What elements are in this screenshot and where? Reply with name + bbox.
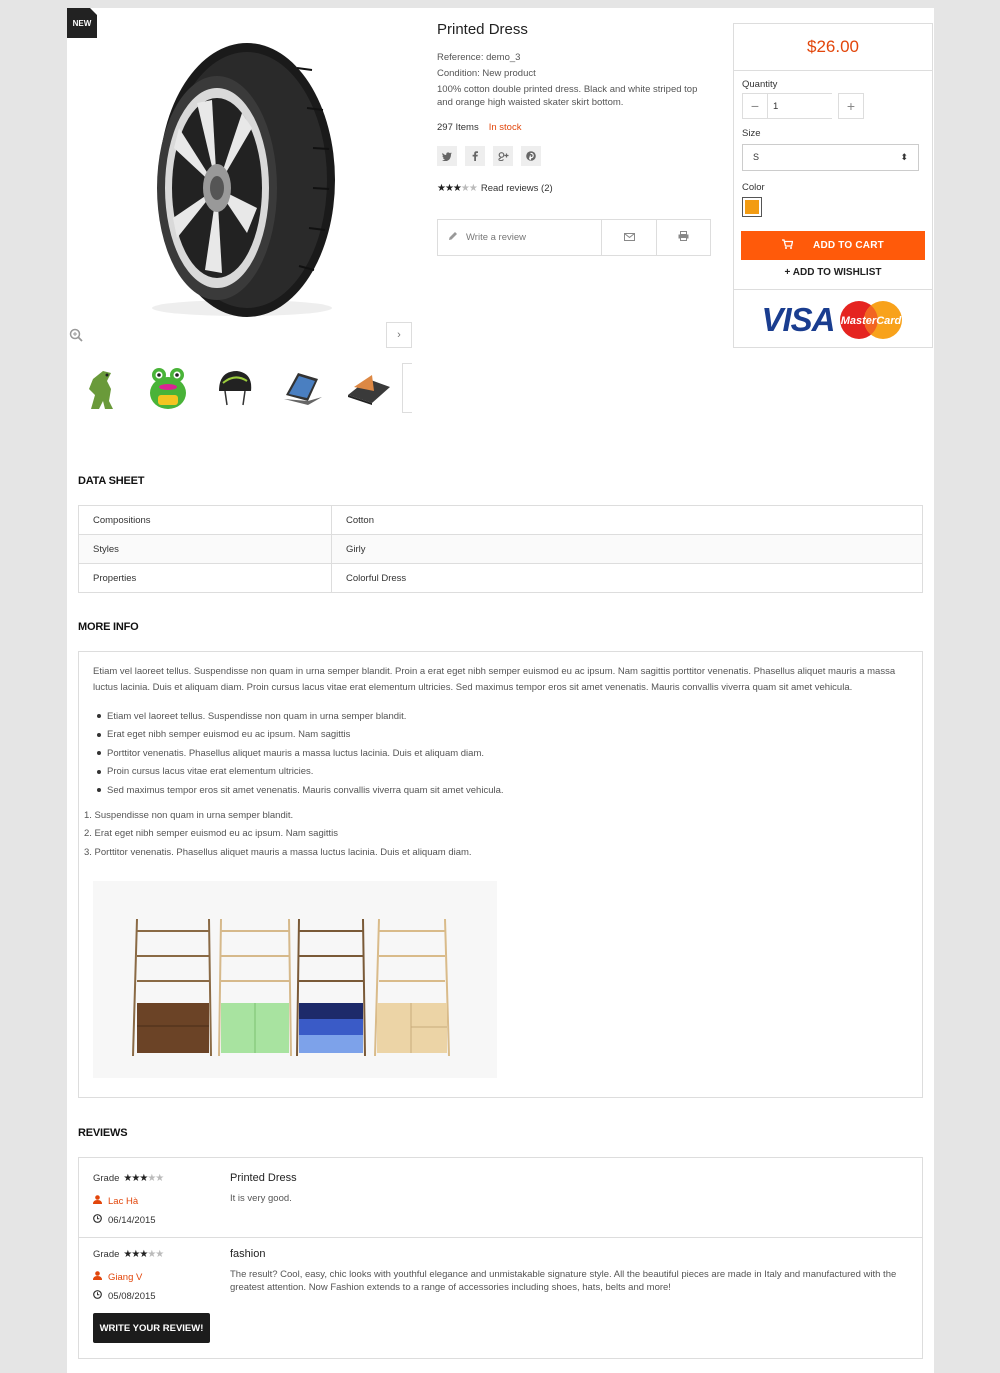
buy-box — [733, 23, 933, 348]
stock-line — [437, 122, 521, 133]
thumbnail-frog-backpack[interactable] — [134, 358, 201, 418]
social-share — [437, 146, 541, 166]
pencil-icon — [448, 231, 458, 244]
visa-logo: VISA — [761, 300, 835, 338]
product-condition: Condition: New product — [437, 68, 536, 79]
user-icon — [93, 1271, 102, 1283]
printer-icon — [678, 231, 689, 244]
data-sheet-key: Compositions — [79, 506, 332, 535]
review-title: fashion — [230, 1248, 266, 1260]
plus-icon: + — [846, 98, 856, 114]
size-label: Size — [742, 128, 761, 139]
select-arrows-icon: ⬍ — [900, 152, 908, 162]
thumbnail-strip — [67, 358, 412, 418]
author-name: Giang V — [108, 1271, 143, 1283]
items-count: 297 Items — [437, 122, 479, 133]
data-sheet-value: Colorful Dress — [332, 564, 923, 593]
list-item: Sed maximus tempor eros sit amet venenatis. Mauris convallis viverra quam sit amet vehicula. — [97, 781, 504, 800]
facebook-icon[interactable] — [465, 146, 485, 166]
product-price: $26.00 — [734, 24, 932, 71]
email-button[interactable] — [602, 220, 656, 255]
author-name: Lac Hà — [108, 1195, 139, 1207]
review-author — [93, 1195, 138, 1207]
rating-stars: ★★★★★ — [437, 183, 477, 194]
list-item: Proin cursus lacus vitae erat elementum ultricies. — [97, 763, 504, 782]
chevron-right-icon: › — [397, 329, 401, 341]
data-sheet-table — [78, 505, 923, 593]
list-item: Erat eget nibh semper euismod eu ac ipsum. Nam sagittis — [97, 726, 504, 745]
product-page — [67, 8, 934, 1373]
google-plus-icon[interactable] — [493, 146, 513, 166]
size-value: S — [753, 152, 760, 162]
product-title: Printed Dress — [437, 21, 528, 38]
user-icon — [93, 1195, 102, 1207]
thumbnail-partial[interactable] — [402, 363, 412, 413]
add-to-cart-label: ADD TO CART — [813, 240, 884, 251]
stock-status: In stock — [488, 122, 522, 133]
date-text: 05/08/2015 — [108, 1290, 156, 1302]
grade-label: Grade — [93, 1249, 120, 1260]
review-body: The result? Cool, easy, chic looks with youthful elegance and unmistakable signature style. All the beautiful pieces are made in Italy and manufactured with the greatest attention. Now Fashion extends to a range of accessories including shoes, hats, belts and more! — [230, 1269, 897, 1293]
product-reference: Reference: demo_3 — [437, 52, 521, 63]
data-sheet-key: Styles — [79, 535, 332, 564]
list-item: 3. Porttitor venenatis. Phasellus aliquet mauris a massa luctus lacinia. Duis et aliquam diam. — [84, 846, 472, 858]
table-row — [79, 535, 923, 564]
grade-label: Grade — [93, 1173, 120, 1184]
color-swatch-orange[interactable] — [742, 197, 762, 217]
review-grade — [93, 1173, 163, 1184]
rating-stars: ★★★★★ — [123, 1173, 164, 1184]
review-divider — [79, 1237, 922, 1238]
payment-methods — [734, 289, 932, 349]
table-row — [79, 564, 923, 593]
more-info-numbered — [84, 806, 472, 862]
quantity-label: Quantity — [742, 79, 778, 90]
more-info-box — [78, 651, 923, 1098]
main-product-image[interactable] — [67, 8, 412, 348]
wishlist-label: ADD TO WISHLIST — [792, 267, 882, 278]
thumbnail-tablet[interactable] — [268, 358, 335, 418]
next-image-button[interactable] — [386, 322, 412, 348]
plus-icon: + — [784, 267, 793, 278]
data-sheet-key: Properties — [79, 564, 332, 593]
reviews-title: REVIEWS — [78, 1127, 128, 1139]
envelope-icon — [624, 232, 635, 244]
review-date — [93, 1214, 156, 1226]
table-row — [79, 506, 923, 535]
thumbnail-laptop[interactable] — [335, 358, 402, 418]
new-badge: NEW — [67, 8, 97, 38]
product-description: 100% cotton double printed dress. Black and white striped top and orange high waisted skater skirt bottom. — [437, 84, 698, 108]
data-sheet-value: Cotton — [332, 506, 923, 535]
clock-icon — [93, 1290, 102, 1302]
print-button[interactable] — [656, 220, 710, 255]
more-info-bullets — [97, 707, 504, 800]
review-title: Printed Dress — [230, 1172, 297, 1184]
write-review-button[interactable] — [438, 220, 602, 255]
list-item: 2. Erat eget nibh semper euismod eu ac ipsum. Nam sagittis — [84, 828, 338, 840]
list-item: Porttitor venenatis. Phasellus aliquet mauris a massa luctus lacinia. Duis et aliquam diam. — [97, 744, 504, 763]
rating-stars: ★★★★★ — [123, 1249, 164, 1260]
write-your-review-button[interactable]: WRITE YOUR REVIEW! — [93, 1313, 210, 1343]
quantity-input[interactable]: 1 — [768, 93, 832, 119]
cart-icon — [782, 239, 793, 252]
review-author — [93, 1271, 142, 1283]
data-sheet-title: DATA SHEET — [78, 475, 145, 487]
product-rating — [437, 183, 553, 194]
thumbnail-helmet[interactable] — [201, 358, 268, 418]
review-toolbar — [437, 219, 711, 256]
mastercard-logo — [837, 299, 905, 341]
thumbnail-dinosaur[interactable] — [67, 358, 134, 418]
tire-image — [67, 8, 412, 328]
pinterest-icon[interactable] — [521, 146, 541, 166]
write-review-label: Write a review — [466, 232, 527, 243]
add-to-wishlist-button[interactable] — [734, 267, 932, 278]
list-item: Etiam vel laoreet tellus. Suspendisse non quam in urna semper blandit. — [97, 707, 504, 726]
twitter-icon[interactable] — [437, 146, 457, 166]
review-grade — [93, 1249, 163, 1260]
review-body: It is very good. — [230, 1193, 292, 1204]
reviews-box — [78, 1157, 923, 1359]
more-info-title: MORE INFO — [78, 621, 139, 633]
more-info-paragraph: Etiam vel laoreet tellus. Suspendisse non quam in urna semper blandit. Proin a erat eget nibh semper euismod eu ac ipsum. Nam sagittis porttitor venenatis. Phasellus aliquet mauris a massa luctus lacinia. Duis et aliquam diam. Proin cursus lacus vitae erat elementum ultricies. Sed maximus tempor eros sit amet venenatis. Mauris convallis viverra quam sit amet vehicula. — [93, 666, 896, 693]
quantity-increase-button[interactable] — [838, 93, 864, 119]
minus-icon: − — [750, 98, 760, 114]
color-label: Color — [742, 182, 765, 193]
review-date — [93, 1290, 156, 1302]
shelves-image — [93, 881, 497, 1078]
add-to-cart-button[interactable] — [741, 231, 925, 260]
size-select[interactable] — [742, 144, 919, 171]
list-item: 1. Suspendisse non quam in urna semper blandit. — [84, 809, 294, 821]
zoom-icon[interactable] — [69, 328, 83, 342]
data-sheet-value: Girly — [332, 535, 923, 564]
read-reviews-link[interactable]: Read reviews (2) — [480, 183, 553, 194]
quantity-stepper — [742, 93, 864, 119]
mastercard-text: MasterCard — [840, 314, 901, 327]
clock-icon — [93, 1214, 102, 1226]
date-text: 06/14/2015 — [108, 1214, 156, 1226]
quantity-decrease-button[interactable] — [742, 93, 768, 119]
